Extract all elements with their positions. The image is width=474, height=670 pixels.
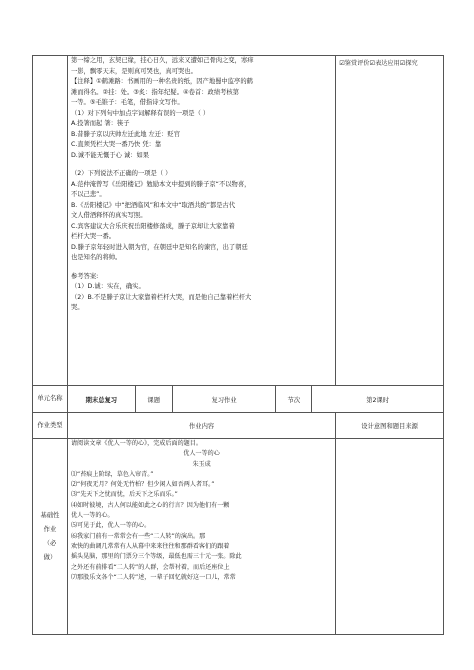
lesson-label: 课题 — [135, 386, 172, 413]
essay-title: 优人一等的心 — [183, 450, 220, 458]
essay-author: 朱玉成 — [192, 460, 211, 468]
option-b: B.《岳阳楼记》中“把酒临风”和本文中“取酒共酌”都是古代 — [70, 201, 236, 209]
essay-cell — [67, 439, 335, 635]
design-empty-cell — [336, 439, 444, 635]
right-note-cell — [336, 56, 444, 386]
type-label: 作业类型 — [33, 413, 68, 439]
reading-line: 【注释】①鹤滩路：书画用的一种名贵的纸，因产地蜀中监亭的鹤 — [70, 78, 253, 85]
option-c-cont: 栏杆大哭一番。 — [70, 233, 116, 240]
reading-line: 一影，飘零天末，是则真可哭也，真可哭也。 — [70, 67, 197, 75]
answer-heading: 参考答案: — [70, 272, 99, 280]
question-2: （2）下列说法不正确的一项是（ ） — [70, 170, 172, 177]
unit-value: 期末总复习 — [67, 386, 135, 413]
option-a: A.投箸而起 箸：筷子 — [70, 120, 130, 127]
option-b: B.昔滕子京以庆帅左迁此地 左迁：贬官 — [70, 130, 181, 138]
content-label: 作业内容 — [67, 413, 335, 439]
option-d-cont: 也是知名的将帅。 — [70, 254, 122, 261]
option-d: D.诚不能无慨于心 诚：如果 — [70, 151, 150, 159]
reading-line: 第一缔之用，玄契已缘，挂心日久，远来又遭如己骨肉之变，寒痒 — [70, 57, 254, 64]
answer-1: （1）D.诚：实在，确实。 — [70, 283, 145, 290]
essay-paragraph: 欢快的曲调几常常有人从幕中来来往往和那群看客们的跟着 — [70, 542, 230, 550]
option-c: C.直须凭栏大哭一番乃快 凭：靠 — [70, 141, 162, 148]
essay — [68, 439, 335, 583]
essay-paragraph: ⑶“先天下之忧而忧，后天下之乐而乐。” — [70, 491, 178, 499]
left-empty-cell — [33, 56, 68, 386]
option-c: C.宾客建议大合乐庆祝岳阳楼修落成，滕子京却让大家靠着 — [70, 222, 235, 230]
option-a: A.范仲淹曾写《岳阳楼记》勉励本文中提到的滕子京“不以物喜， — [70, 180, 251, 188]
design-label: 设计意图和题目来源 — [336, 413, 444, 439]
essay-paragraph: ⑷如时彼境，古人何以能如此之心的行言？因为他们有一颗 — [70, 501, 230, 509]
essay-paragraph: ⑹我家门前有一常常会有一些“二人转”的演出。那 — [70, 532, 206, 540]
section-value: 第2课时 — [312, 386, 444, 413]
basic-homework-label-text: 基础性作业（必做） — [40, 511, 60, 561]
essay-intro: 请阅读文章《优人一等的心》，完成后面的题目。 — [70, 440, 202, 447]
lesson-value: 复习作业 — [172, 386, 276, 413]
question-1: （1）对下列句中加点字词解释有误的一项是（ ） — [70, 109, 210, 117]
unit-label: 单元名称 — [33, 386, 68, 413]
essay-paragraph: ⑺那股乐文各个“二人转”述，一辈子回忆就好这一口儿，常常 — [70, 573, 236, 581]
reading-line: 一等。⑤毛锥子：毛笔，借指诗文写作。 — [70, 99, 184, 106]
essay-paragraph: 摇头晃脑，那里的门票分三个等级，最低也需三十元一张。除此 — [70, 553, 242, 561]
option-a-cont: 不以己悲”。 — [70, 191, 106, 198]
essay-paragraph: 优人一等的心。 — [70, 512, 114, 520]
essay-paragraph: 之外还有前排看“二人转”的人群，会帮衬着，而后还座位上 — [70, 563, 230, 571]
reading-line: 滩而得名。②挂：处。③炙：指年纪疑。④卷首：政绩考核第 — [70, 88, 240, 96]
option-b-cont: 文人借酒释怀的真实写照。 — [70, 212, 147, 219]
reading-cell — [67, 56, 335, 386]
section-label: 节次 — [276, 386, 312, 413]
option-d: D.滕子京年轻时进入朝为官，在朝廷中是知名的谏官，出了朝廷 — [70, 243, 248, 251]
answer-2-cont: 哭。 — [70, 304, 84, 311]
reading-text — [68, 56, 335, 314]
ability-checklist: ☑鉴赏评价☑表达应用☑探究 — [339, 60, 418, 67]
basic-homework-label — [33, 439, 68, 635]
essay-paragraph: ⑴“苔痕上阶绿，草色入帘青。” — [70, 470, 154, 478]
lesson-plan-table — [32, 55, 444, 635]
essay-paragraph: ⑵“何夜无月？何处无竹柏？但少闲人如吾两人者耳。” — [70, 481, 215, 489]
answer-2: （2）B.不是滕子京让大家靠着栏杆大哭，而是他自己靠着栏杆大 — [70, 293, 252, 301]
essay-paragraph: ⑸可见于此，优人一等的心。 — [70, 522, 151, 530]
